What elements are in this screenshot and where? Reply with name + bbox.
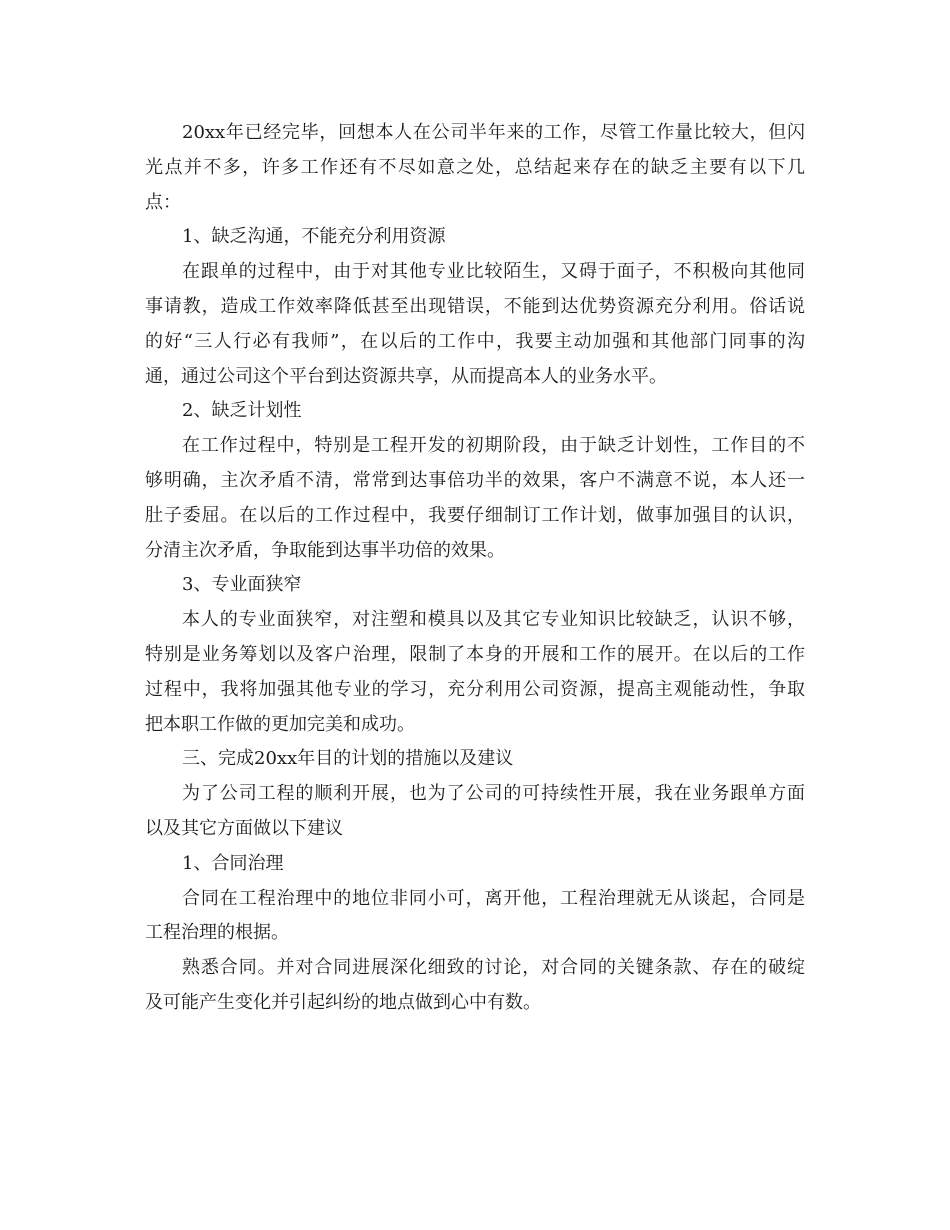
paragraph-line: 的好“三人行必有我师”，在以后的工作中，我要主动加强和其他部门同事的沟 — [145, 330, 805, 352]
paragraph-line: 及可能产生变化并引起纠纷的地点做到心中有数。 — [145, 991, 541, 1013]
paragraph-line: 工程治理的根据。 — [145, 922, 289, 944]
paragraph-line: 在工作过程中，特别是工程开发的初期阶段，由于缺乏计划性，工作目的不 — [182, 435, 805, 457]
section-heading: 三、完成20xx年目的计划的措施以及建议 — [182, 748, 514, 770]
section-heading: 1、合同治理 — [182, 852, 284, 874]
paragraph-line: 熟悉合同。并对合同进展深化细致的讨论，对合同的关键条款、存在的破绽 — [182, 957, 805, 979]
paragraph-line: 过程中，我将加强其他专业的学习，充分利用公司资源，提高主观能动性，争取 — [145, 678, 805, 700]
paragraph-line: 够明确，主次矛盾不清，常常到达事倍功半的效果，客户不满意不说，本人还一 — [145, 469, 805, 491]
section-heading: 1、缺乏沟通，不能充分利用资源 — [182, 226, 446, 248]
paragraph-line: 在跟单的过程中，由于对其他专业比较陌生，又碍于面子，不积极向其他同 — [182, 261, 805, 283]
paragraph-line: 通，通过公司这个平台到达资源共享，从而提高本人的业务水平。 — [145, 365, 667, 387]
paragraph-line: 光点并不多，许多工作还有不尽如意之处，总结起来存在的缺乏主要有以下几 — [145, 156, 805, 178]
paragraph-line: 以及其它方面做以下建议 — [145, 817, 343, 839]
paragraph-line: 点： — [145, 191, 181, 213]
paragraph-line: 为了公司工程的顺利开展，也为了公司的可持续性开展，我在业务跟单方面 — [182, 783, 805, 805]
paragraph-line: 特别是业务筹划以及客户治理，限制了本身的开展和工作的展开。在以后的工作 — [145, 643, 805, 665]
section-heading: 3、专业面狭窄 — [182, 574, 302, 596]
paragraph-line: 事请教，造成工作效率降低甚至出现错误，不能到达优势资源充分利用。俗话说 — [145, 295, 805, 317]
paragraph-line: 本人的专业面狭窄，对注塑和模具以及其它专业知识比较缺乏，认识不够， — [182, 609, 805, 631]
document-body — [145, 116, 805, 1021]
paragraph-line: 20xx年已经完毕，回想本人在公司半年来的工作，尽管工作量比较大，但闪 — [182, 122, 805, 143]
paragraph-line: 合同在工程治理中的地位非同小可，离开他，工程治理就无从谈起，合同是 — [182, 887, 805, 909]
section-heading: 2、缺乏计划性 — [182, 400, 302, 422]
paragraph-line: 把本职工作做的更加完美和成功。 — [145, 713, 415, 735]
paragraph-line: 肚子委屈。在以后的工作过程中，我要仔细制订工作计划，做事加强目的认识， — [145, 504, 805, 526]
paragraph-line: 分清主次矛盾，争取能到达事半功倍的效果。 — [145, 539, 505, 561]
